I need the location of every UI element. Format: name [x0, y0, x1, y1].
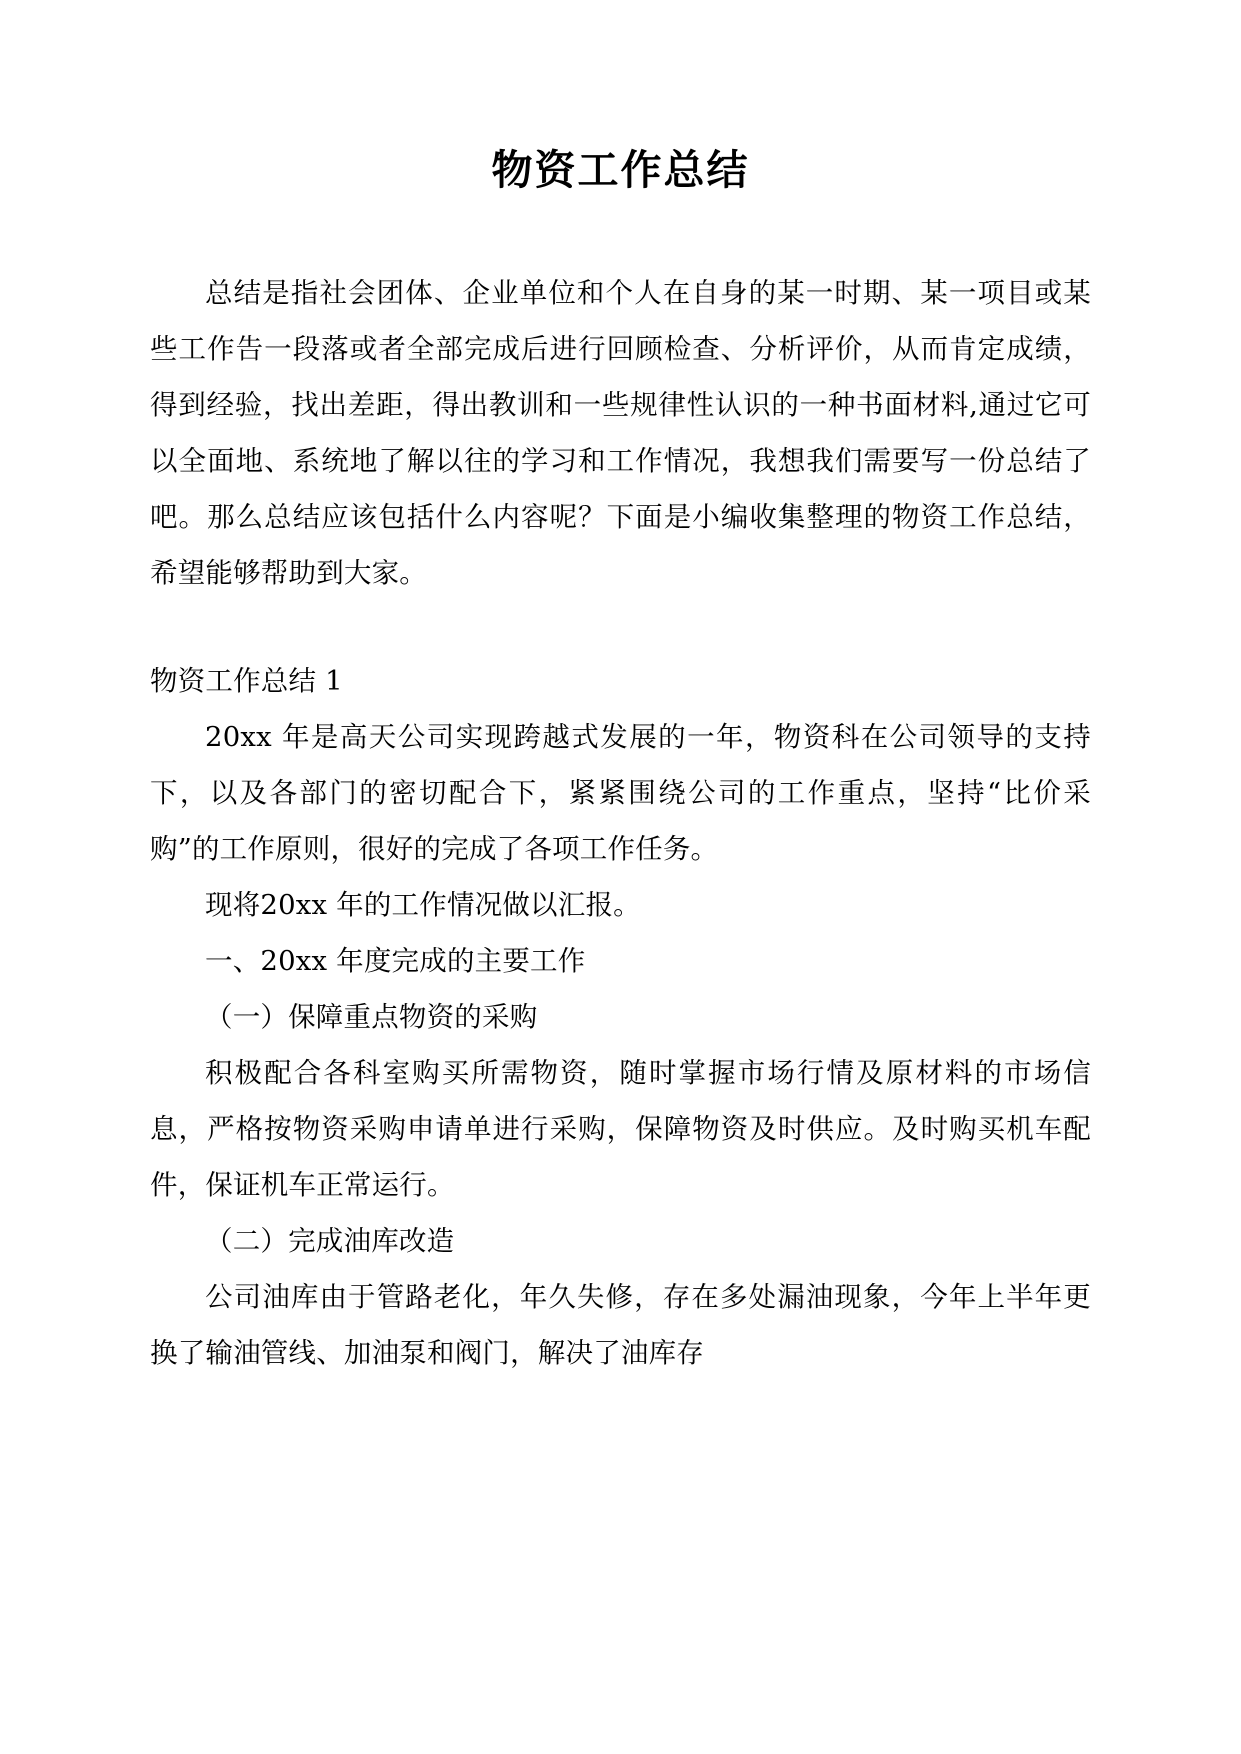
body-paragraph: 20xx 年是高天公司实现跨越式发展的一年，物资科在公司领导的支持下，以及各部门的密切配合下，紧紧围绕公司的工作重点，坚持“比价采购”的工作原则，很好的完成了各项工作任务。 — [150, 721, 1091, 866]
body-paragraph: （一）保障重点物资的采购 — [205, 1001, 538, 1034]
document-body — [150, 265, 1091, 1381]
page-title: 物资工作总结 — [491, 146, 750, 194]
intro-paragraph: 总结是指社会团体、企业单位和个人在自身的某一时期、某一项目或某些工作告一段落或者全部完成后进行回顾检查、分析评价，从而肯定成绩，得到经验，找出差距，得出教训和一些规律性认识的一种书面材料,通过它可以全面地、系统地了解以往的学习和工作情况，我想我们需要写一份总结了吧。那么总结应该包括什么内容呢？下面是小编收集整理的物资工作总结，希望能够帮助到大家。 — [150, 277, 1091, 590]
body-paragraph: （二）完成油库改造 — [205, 1225, 455, 1258]
body-paragraph: 公司油库由于管路老化，年久失修，存在多处漏油现象，今年上半年更换了输油管线、加油泵和阀门，解决了油库存 — [150, 1281, 1091, 1370]
body-paragraph: 一、20xx 年度完成的主要工作 — [205, 945, 586, 978]
section-heading: 物资工作总结 1 — [150, 665, 343, 698]
body-paragraph: 现将20xx 年的工作情况做以汇报。 — [205, 889, 641, 922]
body-paragraph: 积极配合各科室购买所需物资，随时掌握市场行情及原材料的市场信息，严格按物资采购申请单进行采购，保障物资及时供应。及时购买机车配件，保证机车正常运行。 — [150, 1057, 1091, 1202]
